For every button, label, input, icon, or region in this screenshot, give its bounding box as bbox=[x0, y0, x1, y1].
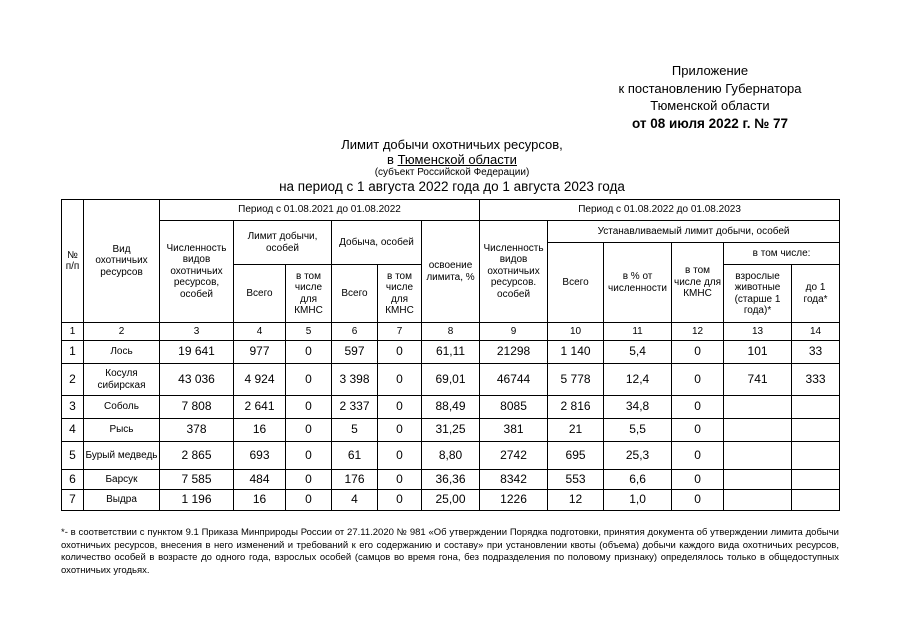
col-number: 12 bbox=[672, 323, 724, 341]
col-number: 6 bbox=[332, 323, 378, 341]
table-cell: 2 865 bbox=[160, 442, 234, 470]
table-cell: 2 bbox=[62, 364, 84, 396]
header-set-limit: Устанавливаемый лимит добычи, особей bbox=[548, 221, 840, 243]
header-limit-kmns: в том числе для КМНС bbox=[286, 265, 332, 323]
table-cell: 378 bbox=[160, 419, 234, 442]
species-name-cell: Лось bbox=[84, 341, 160, 364]
table-cell: 2 641 bbox=[234, 396, 286, 419]
header-harvest: Добыча, особей bbox=[332, 221, 422, 265]
species-name-cell: Барсук bbox=[84, 470, 160, 490]
table-cell: 1226 bbox=[480, 490, 548, 511]
table-cell: 0 bbox=[286, 490, 332, 511]
table-cell: 5 bbox=[332, 419, 378, 442]
species-name-cell: Рысь bbox=[84, 419, 160, 442]
table-cell: 43 036 bbox=[160, 364, 234, 396]
table-cell: 0 bbox=[286, 341, 332, 364]
table-cell: 4 bbox=[62, 419, 84, 442]
table-cell: 0 bbox=[378, 419, 422, 442]
table-cell: 4 924 bbox=[234, 364, 286, 396]
table-row bbox=[62, 442, 840, 470]
table-cell: 1,0 bbox=[604, 490, 672, 511]
table-cell: 5 778 bbox=[548, 364, 604, 396]
header-under1: до 1 года* bbox=[792, 265, 840, 323]
table-cell bbox=[792, 470, 840, 490]
col-number: 11 bbox=[604, 323, 672, 341]
table-cell: 597 bbox=[332, 341, 378, 364]
table-cell: 0 bbox=[672, 419, 724, 442]
header-population-1: Численность видов охотничьих ресурсов, особей bbox=[160, 221, 234, 323]
table-cell: 2742 bbox=[480, 442, 548, 470]
header-population-2: Численность видов охотничьих ресурсов. особей bbox=[480, 221, 548, 323]
table-cell: 0 bbox=[378, 490, 422, 511]
table-cell: 381 bbox=[480, 419, 548, 442]
table-cell: 176 bbox=[332, 470, 378, 490]
table-cell: 8,80 bbox=[422, 442, 480, 470]
title-region: Тюменской области bbox=[397, 152, 517, 167]
table-cell: 695 bbox=[548, 442, 604, 470]
col-number: 14 bbox=[792, 323, 840, 341]
table-cell: 3 bbox=[62, 396, 84, 419]
header-incl: в том числе: bbox=[724, 243, 840, 265]
table-cell: 484 bbox=[234, 470, 286, 490]
col-number: 2 bbox=[84, 323, 160, 341]
header-period-1: Период с 01.08.2021 до 01.08.2022 bbox=[160, 200, 480, 221]
table-cell: 0 bbox=[378, 470, 422, 490]
table-cell: 33 bbox=[792, 341, 840, 364]
table-cell bbox=[792, 419, 840, 442]
header-period-2: Период с 01.08.2022 до 01.08.2023 bbox=[480, 200, 840, 221]
species-name-cell: Выдра bbox=[84, 490, 160, 511]
header-kmns-2: в том числе для КМНС bbox=[672, 243, 724, 323]
table-cell: 0 bbox=[672, 442, 724, 470]
title-subject-caption: (субъект Российской Федерации) bbox=[374, 167, 530, 178]
table-cell bbox=[724, 470, 792, 490]
table-cell: 1 196 bbox=[160, 490, 234, 511]
header-usage: освоение лимита, % bbox=[422, 221, 480, 323]
limits-table bbox=[61, 199, 840, 511]
table-cell: 21 bbox=[548, 419, 604, 442]
table-cell: 5 bbox=[62, 442, 84, 470]
table-cell: 69,01 bbox=[422, 364, 480, 396]
table-row bbox=[62, 396, 840, 419]
table-cell: 61 bbox=[332, 442, 378, 470]
table-row bbox=[62, 490, 840, 511]
header-row-1 bbox=[62, 200, 840, 221]
table-cell: 21298 bbox=[480, 341, 548, 364]
table-cell: 88,49 bbox=[422, 396, 480, 419]
table-cell: 0 bbox=[286, 419, 332, 442]
table-cell bbox=[724, 419, 792, 442]
table-cell: 2 816 bbox=[548, 396, 604, 419]
table-cell: 977 bbox=[234, 341, 286, 364]
species-name-cell: Косуля сибирская bbox=[84, 364, 160, 396]
appendix-label: Приложение bbox=[671, 63, 749, 78]
table-cell: 34,8 bbox=[604, 396, 672, 419]
table-cell: 7 585 bbox=[160, 470, 234, 490]
col-number: 7 bbox=[378, 323, 422, 341]
table-row bbox=[62, 470, 840, 490]
table-cell: 7 808 bbox=[160, 396, 234, 419]
table-cell: 12 bbox=[548, 490, 604, 511]
table-cell: 0 bbox=[286, 364, 332, 396]
table-cell: 16 bbox=[234, 419, 286, 442]
table-cell: 6,6 bbox=[604, 470, 672, 490]
title-line-2 bbox=[232, 152, 672, 167]
column-number-row bbox=[62, 323, 840, 341]
table-cell bbox=[792, 490, 840, 511]
table-cell: 8342 bbox=[480, 470, 548, 490]
header-kind: Вид охотничьих ресурсов bbox=[84, 200, 160, 323]
table-cell: 31,25 bbox=[422, 419, 480, 442]
title-period: на период с 1 августа 2022 года до 1 августа 2023 года bbox=[279, 179, 625, 194]
table-cell: 0 bbox=[286, 442, 332, 470]
table-cell: 46744 bbox=[480, 364, 548, 396]
table-cell: 25,00 bbox=[422, 490, 480, 511]
header-limit-total: Всего bbox=[234, 265, 286, 323]
header-harvest-kmns: в том числе для КМНС bbox=[378, 265, 422, 323]
table-cell: 1 bbox=[62, 341, 84, 364]
table-cell: 12,4 bbox=[604, 364, 672, 396]
table-cell: 5,4 bbox=[604, 341, 672, 364]
document-title bbox=[232, 137, 672, 195]
header-pct: в % от численности bbox=[604, 243, 672, 323]
table-cell: 5,5 bbox=[604, 419, 672, 442]
table-cell: 333 bbox=[792, 364, 840, 396]
col-number: 5 bbox=[286, 323, 332, 341]
table-cell: 16 bbox=[234, 490, 286, 511]
header-harvest-total: Всего bbox=[332, 265, 378, 323]
table-cell: 0 bbox=[378, 341, 422, 364]
table-row bbox=[62, 419, 840, 442]
appendix-block bbox=[590, 62, 830, 132]
table-cell bbox=[792, 442, 840, 470]
title-prefix: в bbox=[387, 152, 398, 167]
col-number: 1 bbox=[62, 323, 84, 341]
table-cell: 0 bbox=[672, 364, 724, 396]
table-cell: 741 bbox=[724, 364, 792, 396]
col-number: 3 bbox=[160, 323, 234, 341]
header-adults: взрослые животные (старше 1 года)* bbox=[724, 265, 792, 323]
species-name-cell: Бурый медведь bbox=[84, 442, 160, 470]
col-number: 8 bbox=[422, 323, 480, 341]
col-number: 4 bbox=[234, 323, 286, 341]
table-row bbox=[62, 341, 840, 364]
table-cell: 6 bbox=[62, 470, 84, 490]
title-line-1: Лимит добычи охотничьих ресурсов, bbox=[341, 137, 563, 152]
appendix-region: Тюменской области bbox=[650, 98, 770, 113]
table-cell: 61,11 bbox=[422, 341, 480, 364]
table-cell: 0 bbox=[672, 341, 724, 364]
col-number: 10 bbox=[548, 323, 604, 341]
table-cell: 0 bbox=[672, 396, 724, 419]
table-cell: 0 bbox=[378, 396, 422, 419]
header-total-2: Всего bbox=[548, 243, 604, 323]
appendix-date-number: от 08 июля 2022 г. № 77 bbox=[631, 115, 789, 131]
table-cell: 0 bbox=[672, 490, 724, 511]
table-cell: 0 bbox=[378, 364, 422, 396]
header-num: № п/п bbox=[62, 200, 84, 323]
appendix-decree: к постановлению Губернатора bbox=[618, 80, 802, 96]
table-row bbox=[62, 364, 840, 396]
species-name-cell: Соболь bbox=[84, 396, 160, 419]
table-cell: 2 337 bbox=[332, 396, 378, 419]
table-cell: 0 bbox=[672, 470, 724, 490]
col-number: 9 bbox=[480, 323, 548, 341]
table-cell: 693 bbox=[234, 442, 286, 470]
table-cell bbox=[724, 396, 792, 419]
table-cell: 0 bbox=[286, 396, 332, 419]
table-cell: 0 bbox=[378, 442, 422, 470]
header-limit: Лимит добычи, особей bbox=[234, 221, 332, 265]
table-cell bbox=[724, 442, 792, 470]
header-row-2 bbox=[62, 221, 840, 243]
table-cell: 553 bbox=[548, 470, 604, 490]
table-cell: 7 bbox=[62, 490, 84, 511]
table-cell: 101 bbox=[724, 341, 792, 364]
table-cell: 1 140 bbox=[548, 341, 604, 364]
table-cell: 4 bbox=[332, 490, 378, 511]
table-cell: 8085 bbox=[480, 396, 548, 419]
footnote: *- в соответствии с пунктом 9.1 Приказа Минприроды России от 27.11.2020 № 981 «Об утверждении Порядка подготовки, принятия документа об утверждении лимита добычи охотничьих ресурсов, внесения в него изменений и требований к его содержанию и составу» при установлении квоты (объема) добычи каждого вида охотничьих ресурсов, количество особей в возрасте до одного года, взрослых особей (самцов во время гона, без подразделения по половому признаку) определялось только в общедоступных охотничьих угодьях. bbox=[61, 527, 839, 576]
table-cell: 0 bbox=[286, 470, 332, 490]
table-cell bbox=[792, 396, 840, 419]
table-cell: 25,3 bbox=[604, 442, 672, 470]
table-cell: 19 641 bbox=[160, 341, 234, 364]
table-cell bbox=[724, 490, 792, 511]
col-number: 13 bbox=[724, 323, 792, 341]
table-body bbox=[62, 341, 840, 511]
table-cell: 3 398 bbox=[332, 364, 378, 396]
table-cell: 36,36 bbox=[422, 470, 480, 490]
